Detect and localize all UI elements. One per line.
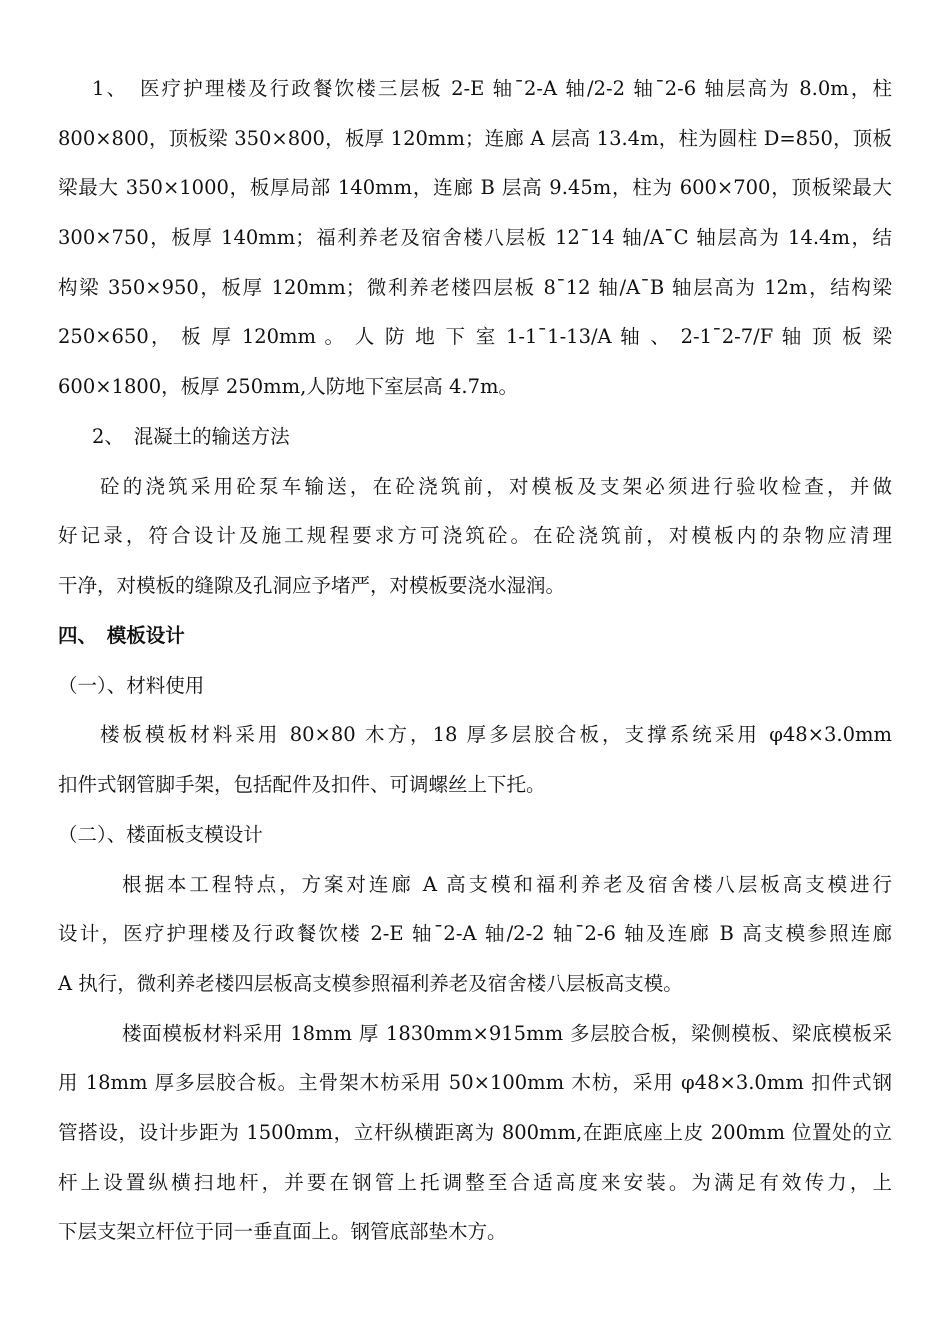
subsection-1-heading: （一）、材料使用 <box>58 674 205 697</box>
paragraph-line: 扣件式钢管脚手架，包括配件及扣件、可调螺丝上下托。 <box>58 773 546 796</box>
paragraph-line: 300×750，板厚 140mm；福利养老及宿舍楼八层板 12¯14 轴/A¯C 轴层高为 14.4m，结 <box>58 226 892 249</box>
section-4-heading: 四、 模板设计 <box>58 624 185 647</box>
paragraph-line: 下层支架立杆位于同一垂直面上。钢管底部垫木方。 <box>58 1220 507 1243</box>
paragraph-line: 600×1800，板厚 250mm,人防地下室层高 4.7m。 <box>58 375 518 398</box>
paragraph-line: 砼的浇筑采用砼泵车输送，在砼浇筑前，对模板及支架必须进行验收检查，并做 <box>100 475 892 498</box>
paragraph-line: 800×800，顶板梁 350×800，板厚 120mm；连廊 A 层高 13.4m，柱为圆柱 D=850，顶板 <box>58 127 892 150</box>
paragraph-line: 1、 医疗护理楼及行政餐饮楼三层板 2-E 轴¯2-A 轴/2-2 轴¯2-6 轴层高为 8.0m，柱 <box>92 77 892 100</box>
paragraph-line: 好记录，符合设计及施工规程要求方可浇筑砼。在砼浇筑前，对模板内的杂物应清理 <box>58 524 892 547</box>
paragraph-line: 楼面模板材料采用 18mm 厚 1830mm×915mm 多层胶合板，梁侧模板、梁底模板采 <box>122 1022 892 1045</box>
paragraph-line: 干净，对模板的缝隙及孔洞应予堵严，对模板要浇水湿润。 <box>58 574 566 597</box>
paragraph-line: 根据本工程特点，方案对连廊 A 高支模和福利养老及宿舍楼八层板高支模进行 <box>122 873 892 896</box>
paragraph-line: 杆上设置纵横扫地杆，并要在钢管上托调整至合适高度来安装。为满足有效传力，上 <box>58 1171 892 1194</box>
paragraph-line: 设计，医疗护理楼及行政餐饮楼 2-E 轴¯2-A 轴/2-2 轴¯2-6 轴及连廊 B 高支模参照连廊 <box>58 922 892 945</box>
paragraph-line: 构梁 350×950，板厚 120mm；微利养老楼四层板 8¯12 轴/A¯B 轴层高为 12m，结构梁 <box>58 276 892 299</box>
paragraph-line: 楼板模板材料采用 80×80 木方，18 厚多层胶合板，支撑系统采用 φ48×3.0mm <box>100 723 892 746</box>
item-2-heading: 2、 混凝土的输送方法 <box>92 425 290 448</box>
paragraph-line: 250×650， 板 厚 120mm 。 人 防 地 下 室 1-1¯1-13/A 轴 、 2-1¯2-7/F 轴 顶 板 梁 <box>58 325 892 348</box>
paragraph-line: A 执行，微利养老楼四层板高支模参照福利养老及宿舍楼八层板高支模。 <box>58 972 683 995</box>
paragraph-line: 用 18mm 厚多层胶合板。主骨架木枋采用 50×100mm 木枋，采用 φ48×3.0mm 扣件式钢 <box>58 1071 892 1094</box>
subsection-2-heading: （二）、楼面板支模设计 <box>58 823 263 846</box>
paragraph-line: 梁最大 350×1000，板厚局部 140mm，连廊 B 层高 9.45m，柱为 600×700，顶板梁最大 <box>58 176 892 199</box>
paragraph-line: 管搭设，设计步距为 1500mm，立杆纵横距离为 800mm,在距底座上皮 200mm 位置处的立 <box>58 1121 892 1144</box>
